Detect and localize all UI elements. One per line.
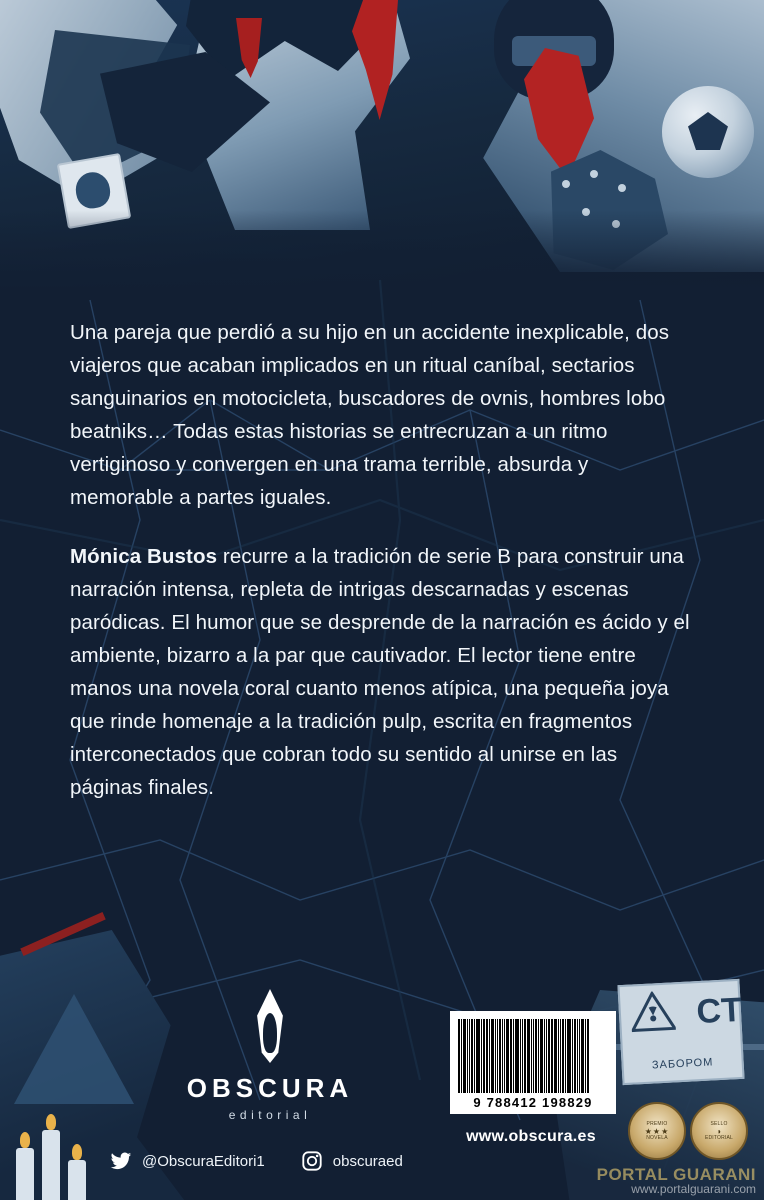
blurb-paragraph-2: [70, 540, 690, 804]
blurb-paragraph-1: Una pareja que perdió a su hijo en un accidente inexplicable, dos viajeros que acaban implicados en un ritual caníbal, sectarios sanguinarios en motocicleta, buscadores de ovnis, hombres lobo beatniks… Todas estas historias se entrecruzan a un ritmo vertiginoso y convergen en una trama terrible, absurda y memorable a partes iguales.: [70, 321, 670, 509]
award-seal-right: [690, 1102, 748, 1160]
sign-big-text: СТ: [695, 990, 744, 1032]
instagram-handle[interactable]: obscuraed: [332, 1152, 403, 1170]
isbn-barcode: [450, 1011, 616, 1114]
warning-sign: [617, 979, 744, 1085]
back-cover-blurb: [70, 316, 690, 804]
twitter-handle[interactable]: @ObscuraEditori1: [142, 1152, 265, 1170]
award-seal-left-top: PREMIO: [646, 1120, 668, 1127]
candle-icon: [68, 1160, 86, 1200]
soccer-ball-icon: [662, 86, 754, 178]
watermark-title: PORTAL GUARANI: [596, 1165, 756, 1184]
twitter-bird-icon[interactable]: [110, 1150, 132, 1172]
sign-text: ЗАБОРОМ: [651, 1056, 714, 1072]
obscura-mark-icon: [247, 989, 293, 1063]
seal-emblem-icon: ◑: [716, 1126, 722, 1136]
flame-icon: [20, 1132, 30, 1148]
top-cover-illustration: [0, 0, 764, 300]
candle-icon: [42, 1130, 60, 1200]
isbn-number: 9 788412 198829: [473, 1095, 593, 1110]
radiation-warning-icon: [630, 990, 676, 1032]
barcode-icon: [458, 1019, 608, 1093]
flame-icon: [46, 1114, 56, 1130]
candle-icon: [16, 1148, 34, 1200]
blurb-paragraph-2-text: recurre a la tradición de serie B para construir una narración intensa, repleta de intrigas descarnadas y escenas paródicas. El humor que se desprende de la narración es ácido y el ambiente, bizarro a la par que cautivador. El lector tiene entre manos una novela coral cuanto menos atípica, una pequeña joya que rinde homenaje a la tradición pulp, escrita en fragmentos interconectados que cobran todo su sentido al unirse en las páginas finales.: [70, 545, 690, 799]
stud-dot-icon: [590, 170, 598, 178]
publisher-name: OBSCURA: [186, 1073, 354, 1103]
watermark: [596, 1165, 756, 1196]
watermark-url: www.portalguarani.com: [631, 1182, 756, 1196]
award-seal-stars: ★★★: [644, 1126, 670, 1136]
stud-dot-icon: [562, 180, 570, 188]
stud-dot-icon: [618, 184, 626, 192]
publisher-website[interactable]: www.obscura.es: [466, 1128, 596, 1145]
author-name: Mónica Bustos: [70, 545, 218, 568]
award-seal-left: [628, 1102, 686, 1160]
award-seal-right-bottom: EDITORIAL: [704, 1134, 734, 1141]
publisher-logo: [160, 989, 380, 1122]
award-seal-left-bottom: NOVELA: [646, 1134, 668, 1141]
award-seal-right-top: SELLO: [710, 1120, 728, 1127]
flame-icon: [72, 1144, 82, 1160]
publisher-tagline: editorial: [228, 1108, 312, 1122]
illustration-fade: [0, 210, 764, 300]
social-links: [110, 1150, 403, 1172]
instagram-camera-icon[interactable]: [301, 1150, 323, 1172]
